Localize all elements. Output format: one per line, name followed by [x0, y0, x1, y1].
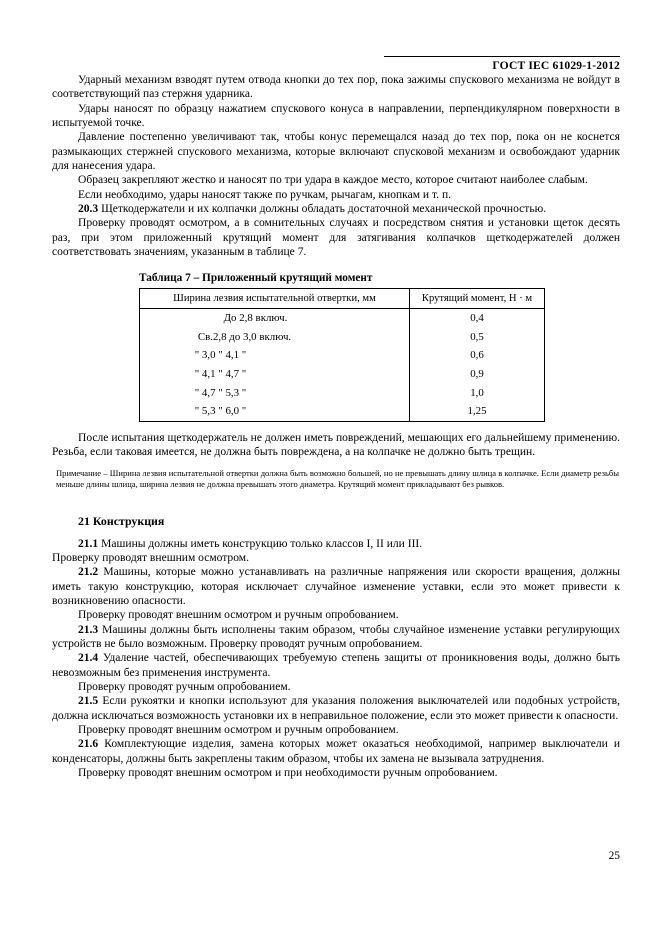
- clause-21-1-text: Машины должны иметь конструкцию только классов I, II или III.: [98, 537, 423, 550]
- clause-21-4-text: Удаление частей, обеспечивающих требуемую степень защиты от проникновения воды, должно быть невозможным без применения инструмента.: [52, 652, 620, 679]
- cell-torque: 0,6: [410, 346, 545, 365]
- clause-21-6: [52, 737, 620, 766]
- clause-21-2-text: Машины, которые можно устанавливать на различные напряжения или скорости вращения, должны иметь такую конструкцию, которая исключает случайное изменение уставки, если это может привести к возникновению опасности.: [52, 566, 620, 607]
- paragraph-5: Если необходимо, удары наносят также по ручкам, рычагам, кнопкам и т. п.: [78, 188, 452, 201]
- page-footer: [52, 850, 620, 862]
- cell-torque: 1,25: [410, 402, 545, 421]
- table-7-caption: Таблица 7 – Приложенный крутящий момент: [139, 272, 373, 285]
- table-header-cell-width: Ширина лезвия испытательной отвертки, мм: [140, 288, 410, 308]
- standard-number: ГОСТ IEC 61029-1-2012: [492, 59, 620, 72]
- clause-21-6-number: 21.6: [78, 738, 99, 751]
- table-7-body: [140, 308, 545, 421]
- cell-width: " 3,0 " 4,1 ": [140, 346, 410, 365]
- clause-21-4-number: 21.4: [78, 652, 99, 665]
- clause-20-3-number: 20.3: [78, 203, 99, 216]
- clause-21-3: [52, 623, 620, 652]
- cell-width: До 2,8 включ.: [140, 308, 410, 327]
- table-row: [140, 346, 545, 365]
- clause-21-6-verification: Проверку проводят внешним осмотром и при необходимости ручным опробованием.: [78, 767, 498, 780]
- paragraph-2: Удары наносят по образцу нажатием спускового конуса в направлении, перпендикулярном поверхности в испытуемой точке.: [52, 102, 620, 130]
- clause-21-3-text: Машины должны быть исполнены таким образом, чтобы случайное изменение уставки регулирующих устройств не было возможным. Проверку проводят ручным опробованием.: [52, 623, 620, 651]
- clause-21-5-text: Если рукоятки и кнопки используют для указания положения выключателей или подобных устройств, должна исключаться возможность установки их в неправильное положение, если это может привести к опасности.: [52, 695, 620, 722]
- table-row: [140, 402, 545, 421]
- table-7: [139, 288, 545, 422]
- paragraph-3: Давление постепенно увеличивают так, чтобы конус перемещался назад до тех пор, пока он не коснется размыкающих стержней спускового механизма, которые включают спусковой механизм и освобождают ударник для нанесения удара.: [52, 131, 620, 173]
- section-21-heading: 21 Конструкция: [78, 513, 165, 528]
- spacer: [52, 422, 620, 431]
- cell-torque: 0,9: [410, 365, 545, 384]
- clause-21-1: [52, 537, 620, 551]
- paragraph-after-table: После испытания щеткодержатель не должен иметь повреждений, мешающих его дальнейшему применению. Резьба, если таковая имеется, не должна быть повреждена, а на колпачке не должно быть трещин.: [52, 431, 620, 458]
- cell-torque: 1,0: [410, 383, 545, 402]
- table-row: [140, 365, 545, 384]
- cell-width: Св.2,8 до 3,0 включ.: [140, 328, 410, 347]
- cell-width: " 4,1 " 4,7 ": [140, 365, 410, 384]
- table-header-cell-torque: Крутящий момент, Н · м: [410, 288, 545, 308]
- clause-21-6-text: Комплектующие изделия, замена которых может оказаться необходимой, например выключатели и конденсаторы, должны быть закреплены таким образом, чтобы их замена не вызывала затруднения.: [52, 738, 620, 765]
- cell-width: " 5,3 " 6,0 ": [140, 402, 410, 421]
- page-number: 25: [608, 850, 620, 862]
- table-row: [140, 328, 545, 347]
- cell-torque: 0,5: [410, 328, 545, 347]
- page-header: [52, 56, 620, 72]
- clause-20-3-verification: Проверку проводят осмотром, а в сомнительных случаях и посредством снятия и установки щеток десять раз, при этом приложенный крутящий момент для затягивания колпачков щеткодержателей должен соответствовать значениям, указанным в таблице 7.: [52, 217, 620, 259]
- document-body: [52, 73, 620, 780]
- table-7-block: [52, 272, 620, 421]
- clause-21-2: [52, 565, 620, 608]
- cell-torque: 0,4: [410, 308, 545, 327]
- clause-21-1-number: 21.1: [78, 537, 99, 550]
- clause-20-3: [52, 202, 620, 216]
- table-header-row: [140, 288, 545, 308]
- clause-21-2-verification: Проверку проводят внешним осмотром и ручным опробованием.: [78, 609, 399, 622]
- table-7-head: [140, 288, 545, 308]
- header-rule: [384, 56, 620, 57]
- clause-21-2-number: 21.2: [78, 566, 99, 579]
- clause-21-5-verification: Проверку проводят внешним осмотром и ручным опробованием.: [78, 724, 399, 737]
- cell-width: " 4,7 " 5,3 ": [140, 383, 410, 402]
- clause-21-4: [52, 651, 620, 680]
- clause-21-1-verification: Проверку проводят внешним осмотром.: [52, 551, 249, 564]
- spacer: [52, 528, 620, 537]
- paragraph-4: Образец закрепляют жестко и наносят по три удара в каждое место, которое считают наиболее слабым.: [78, 174, 588, 187]
- table-7-note: Примечание – Ширина лезвия испытательной отвертки должна быть возможно большей, но не превышать длину шлица в колпачке. Если диаметр резьбы меньше длины шлица, ширина лезвия не должна превышать этого диаметра. Крутящий момент прикладывают без рывков.: [56, 468, 619, 490]
- clause-21-3-number: 21.3: [78, 623, 99, 636]
- clause-21-5-number: 21.5: [78, 695, 99, 708]
- table-row: [140, 308, 545, 327]
- clause-21-4-verification: Проверку проводят ручным опробованием.: [78, 681, 291, 694]
- table-row: [140, 383, 545, 402]
- paragraph-1: Ударный механизм взводят путем отвода кнопки до тех пор, пока зажимы спускового механизма не войдут в соответствующий паз стержня ударника.: [52, 74, 620, 101]
- clause-21-5: [52, 694, 620, 723]
- clause-20-3-text: Щеткодержатели и их колпачки должны обладать достаточной механической прочностью.: [98, 203, 547, 216]
